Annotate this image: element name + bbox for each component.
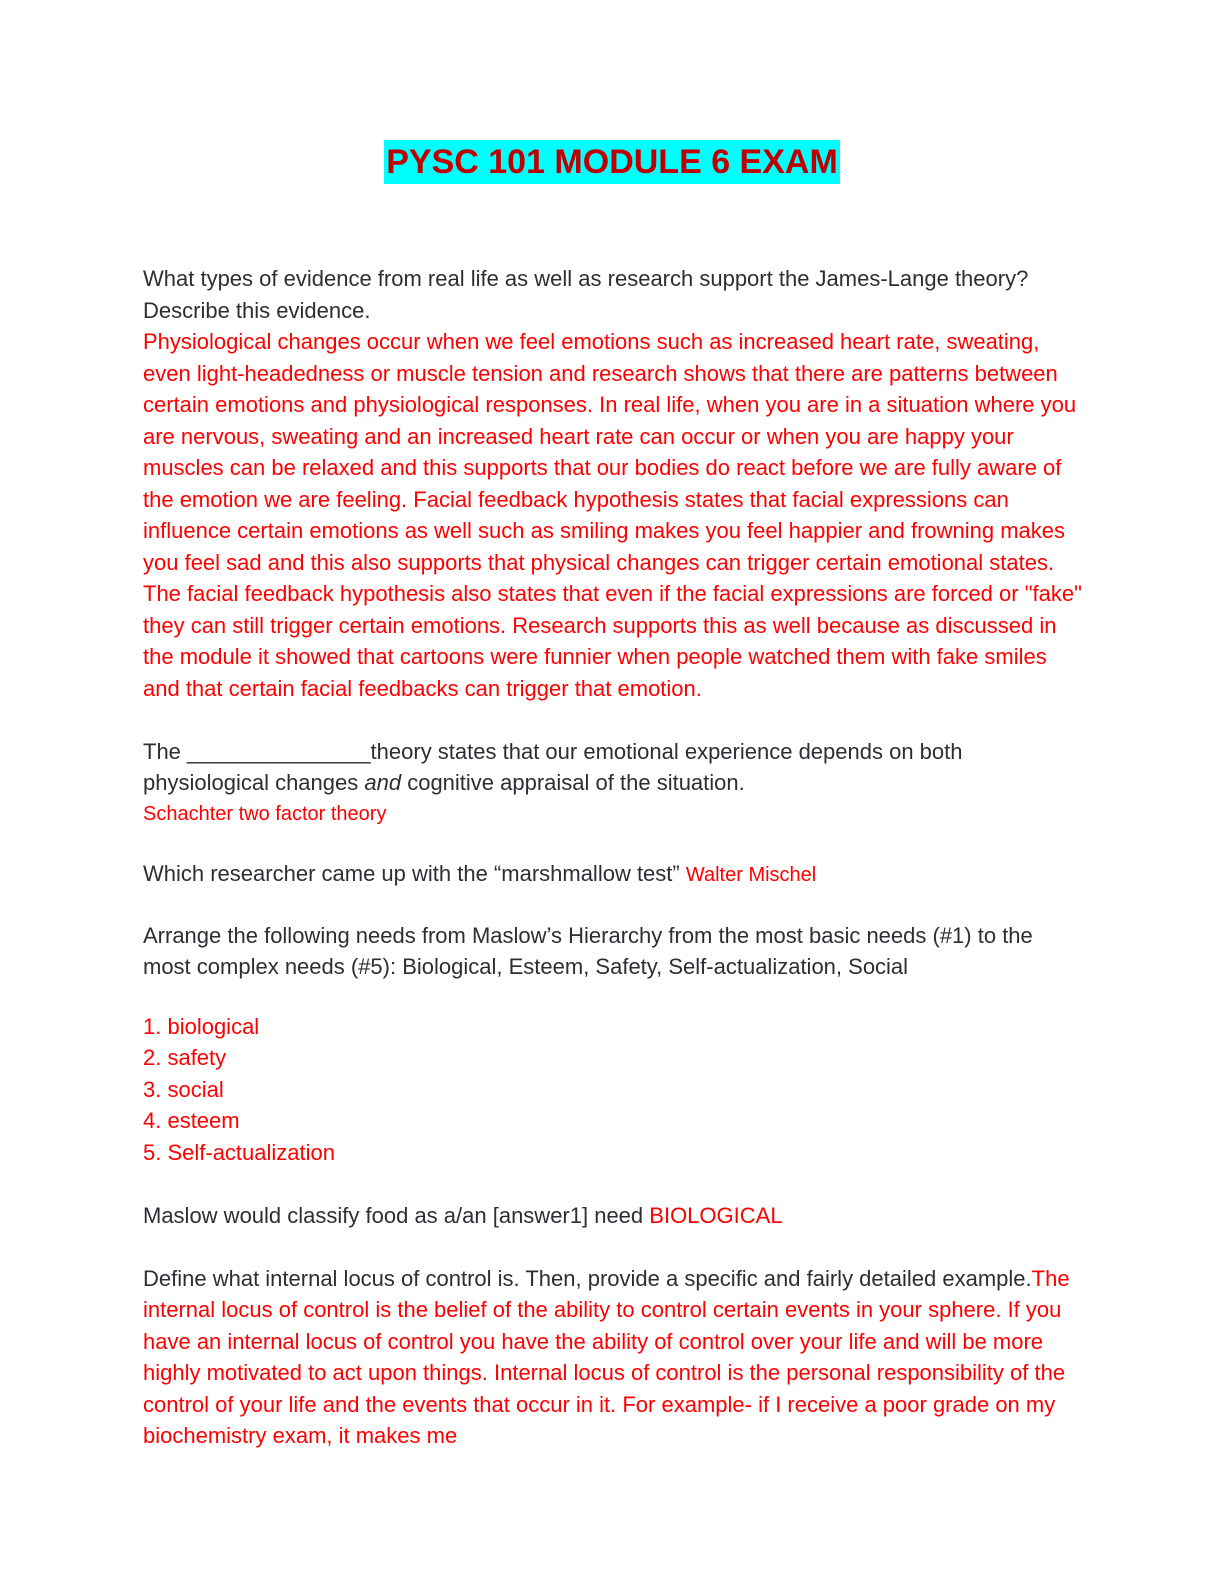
answer-4-item-1: 1. biological: [143, 1013, 260, 1039]
question-3: [143, 858, 1083, 892]
question-6: [143, 1263, 1083, 1452]
question-2: [143, 736, 1083, 799]
question-2-text-end: cognitive appraisal of the situation.: [401, 770, 745, 795]
question-1: What types of evidence from real life as well as research support the James-Lange theory? Describe this evidence.: [143, 266, 1029, 323]
title-container: [0, 140, 1224, 184]
page-title: PYSC 101 MODULE 6 EXAM: [384, 140, 840, 184]
answer-3: Walter Mischel: [685, 864, 817, 886]
question-6-text: Define what internal locus of control is. Then, provide a specific and fairly detailed example.: [143, 1265, 1032, 1291]
answer-4-item-4: 4. esteem: [143, 1108, 240, 1133]
answer-2: Schachter two factor theory: [143, 802, 387, 825]
answer-5: BIOLOGICAL: [649, 1202, 783, 1228]
answer-4-item-5: 5. Self-actualization: [143, 1139, 335, 1165]
question-5: [143, 1200, 1083, 1232]
answer-4-item-2: 2. safety: [143, 1045, 227, 1070]
question-4: Arrange the following needs from Maslow’s Hierarchy from the most basic needs (#1) to the most complex needs (#5): Biological, Esteem, Safety, Self-actualization, Social: [143, 922, 1033, 979]
question-2-text-start: The _______________theory states that our emotional experience depends on both physiological changes: [143, 738, 963, 795]
answer-4-item-3: 3. social: [143, 1076, 224, 1102]
document-body: [143, 263, 1083, 1452]
question-5-text: Maslow would classify food as a/an [answer1] need: [143, 1202, 650, 1228]
answer-6: The internal locus of control is the belief of the ability to control certain events in your sphere. If you have an internal locus of control you have the ability of control over your life and will be more highly motivated to act upon things. Internal locus of control is the personal responsibility of the control of your life and the events that occur in it. For example- if I receive a poor grade on my biochemistry exam, it makes me: [143, 1265, 1070, 1448]
question-3-text: Which researcher came up with the “marshmallow test”: [143, 861, 686, 886]
question-2-emphasis: and: [364, 770, 402, 795]
answer-1: Physiological changes occur when we feel emotions such as increased heart rate, sweating, even light-headedness or muscle tension and research shows that there are patterns between certain emotions and physiological responses. In real life, when you are in a situation where you are nervous, sweating and an increased heart rate can occur or when you are happy your muscles can be relaxed and this supports that our bodies do react before we are fully aware of the emotion we are feeling. Facial feedback hypothesis states that facial expressions can influence certain emotions as well such as smiling makes you feel happier and frowning makes you feel sad and this also supports that physical changes can trigger certain emotional states. The facial feedback hypothesis also states that even if the facial expressions are forced or "fake" they can still trigger certain emotions. Research supports this as well because as discussed in the module it showed that cartoons were funnier when people watched them with fake smiles and that certain facial feedbacks can trigger that emotion.: [143, 329, 1082, 701]
